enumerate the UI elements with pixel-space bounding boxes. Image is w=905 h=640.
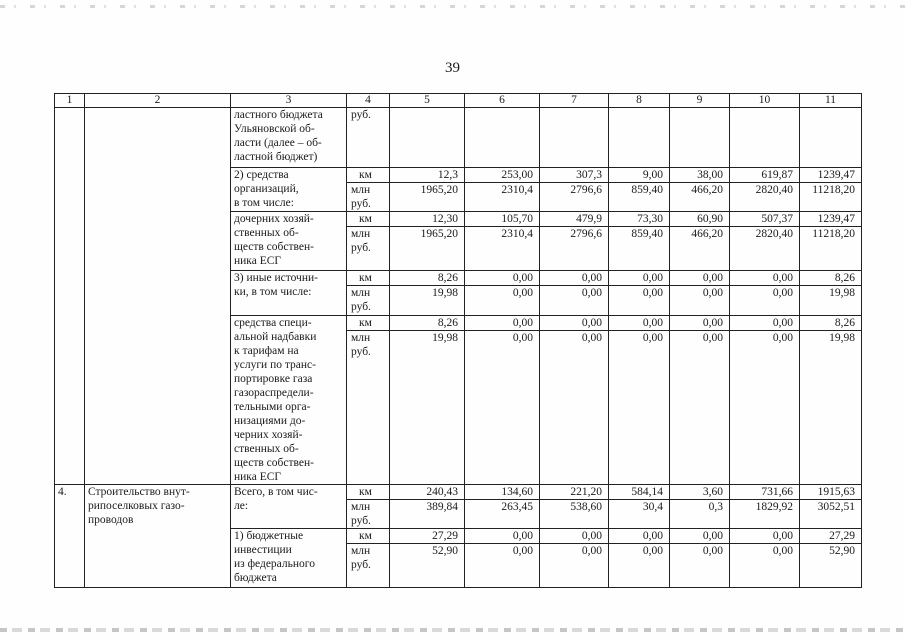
value-cell: 240,43	[390, 485, 465, 500]
unit-text: км	[359, 272, 372, 284]
value-cell: 2820,40	[730, 227, 800, 271]
value-cell: 52,90	[390, 544, 465, 588]
value-cell: 0,00	[609, 529, 670, 544]
value-cell: 3052,51	[800, 500, 862, 529]
value-cell: 1239,47	[800, 212, 862, 227]
source-text-line: к тарифам на	[234, 345, 299, 357]
unit-cell	[347, 168, 390, 183]
value-cell: 1965,20	[390, 227, 465, 271]
value-cell: 731,66	[730, 485, 800, 500]
value-cell: 8,26	[390, 271, 465, 286]
item-name-cell	[85, 108, 231, 485]
source-text-line: 1) бюджетные	[234, 530, 304, 542]
item-name-line: Строительство внут-	[88, 486, 190, 498]
scan-artifact-top	[0, 5, 905, 8]
unit-text: км	[359, 486, 372, 498]
value-cell: 134,60	[465, 485, 540, 500]
source-text-line: ласти (далее – об-	[234, 137, 322, 149]
source-text-line: ника ЕСГ	[234, 471, 282, 483]
column-header: 8	[609, 94, 670, 108]
value-cell	[730, 108, 800, 168]
value-cell: 38,00	[670, 168, 730, 183]
column-header: 11	[800, 94, 862, 108]
value-cell: 0,00	[465, 286, 540, 316]
value-cell: 0,00	[540, 316, 609, 331]
unit-text: км	[359, 530, 372, 542]
source-text-line: средства специ-	[234, 317, 312, 329]
value-cell: 19,98	[390, 286, 465, 316]
unit-cell	[347, 485, 390, 500]
value-cell: 263,45	[465, 500, 540, 529]
value-cell: 12,30	[390, 212, 465, 227]
value-cell: 105,70	[465, 212, 540, 227]
value-cell: 0,00	[609, 271, 670, 286]
unit-text: км	[359, 169, 372, 181]
value-cell: 0,00	[465, 271, 540, 286]
value-cell: 0,00	[609, 316, 670, 331]
value-cell: 0,00	[609, 286, 670, 316]
source-cell	[231, 316, 347, 485]
source-cell	[231, 271, 347, 316]
unit-text: руб.	[351, 198, 371, 210]
column-header: 6	[465, 94, 540, 108]
table-header-row	[55, 94, 862, 108]
value-cell: 619,87	[730, 168, 800, 183]
source-text-line: альной надбавки	[234, 331, 317, 343]
unit-cell	[347, 183, 390, 212]
value-cell: 8,26	[800, 316, 862, 331]
item-name-line: проводов	[88, 514, 134, 526]
value-cell: 0,00	[670, 529, 730, 544]
value-cell: 0,00	[730, 331, 800, 485]
row-number: 4.	[58, 486, 67, 498]
value-cell: 859,40	[609, 227, 670, 271]
source-text-line: 2) средства	[234, 169, 289, 181]
value-cell: 0,00	[609, 331, 670, 485]
column-header: 4	[347, 94, 390, 108]
unit-text: млн	[351, 545, 371, 557]
value-cell: 466,20	[670, 183, 730, 212]
value-cell: 2796,6	[540, 183, 609, 212]
unit-cell	[347, 212, 390, 227]
unit-text: руб.	[351, 346, 371, 358]
value-cell	[540, 108, 609, 168]
source-text-line: организаций,	[234, 183, 299, 195]
value-cell: 2796,6	[540, 227, 609, 271]
value-cell: 73,30	[609, 212, 670, 227]
value-cell	[670, 108, 730, 168]
unit-text: млн	[351, 332, 371, 344]
source-text-line: ществ собствен-	[234, 241, 314, 253]
value-cell: 0,3	[670, 500, 730, 529]
unit-text: млн	[351, 228, 371, 240]
value-cell: 11218,20	[800, 227, 862, 271]
source-cell	[231, 168, 347, 212]
value-cell: 0,00	[730, 316, 800, 331]
value-cell: 27,29	[390, 529, 465, 544]
value-cell: 221,20	[540, 485, 609, 500]
value-cell: 60,90	[670, 212, 730, 227]
value-cell: 389,84	[390, 500, 465, 529]
value-cell: 0,00	[540, 544, 609, 588]
unit-cell	[347, 227, 390, 271]
value-cell	[465, 108, 540, 168]
value-cell: 0,00	[670, 316, 730, 331]
value-cell: 0,00	[670, 331, 730, 485]
source-text-line: ластного бюджета	[234, 109, 323, 121]
unit-text: руб.	[351, 559, 371, 571]
value-cell: 0,00	[540, 271, 609, 286]
source-text-line: портировке газа	[234, 373, 313, 385]
unit-text: км	[359, 317, 372, 329]
value-cell: 253,00	[465, 168, 540, 183]
row-number-cell	[55, 485, 85, 588]
value-cell: 0,00	[465, 316, 540, 331]
unit-cell	[347, 271, 390, 286]
unit-cell	[347, 108, 390, 168]
value-cell: 0,00	[670, 286, 730, 316]
source-text-line: тельными орга-	[234, 401, 311, 413]
value-cell: 52,90	[800, 544, 862, 588]
value-cell: 3,60	[670, 485, 730, 500]
value-cell: 2820,40	[730, 183, 800, 212]
value-cell: 0,00	[540, 286, 609, 316]
column-header: 10	[730, 94, 800, 108]
value-cell: 584,14	[609, 485, 670, 500]
value-cell: 0,00	[730, 544, 800, 588]
source-text-line: черних хозяй-	[234, 429, 303, 441]
value-cell: 466,20	[670, 227, 730, 271]
unit-cell	[347, 500, 390, 529]
unit-text: руб.	[351, 109, 371, 121]
column-header: 3	[231, 94, 347, 108]
source-text-line: Ульяновской об-	[234, 123, 315, 135]
table-row	[55, 108, 862, 168]
unit-text: км	[359, 213, 372, 225]
value-cell: 8,26	[390, 316, 465, 331]
value-cell: 30,4	[609, 500, 670, 529]
budget-table	[54, 93, 862, 588]
source-text-line: инвестиции	[234, 544, 292, 556]
value-cell: 8,26	[800, 271, 862, 286]
source-text-line: низациями до-	[234, 415, 306, 427]
value-cell: 0,00	[540, 529, 609, 544]
source-text-line: ника ЕСГ	[234, 255, 282, 267]
value-cell: 479,9	[540, 212, 609, 227]
value-cell: 859,40	[609, 183, 670, 212]
source-text-line: газораспредели-	[234, 387, 314, 399]
value-cell: 12,3	[390, 168, 465, 183]
source-text-line: ственных об-	[234, 443, 299, 455]
column-header: 1	[55, 94, 85, 108]
unit-cell	[347, 316, 390, 331]
value-cell: 1239,47	[800, 168, 862, 183]
source-text-line: бюджета	[234, 572, 277, 584]
table-row	[55, 485, 862, 500]
column-header: 7	[540, 94, 609, 108]
unit-cell	[347, 529, 390, 544]
unit-text: млн	[351, 287, 371, 299]
source-cell	[231, 212, 347, 271]
row-number-cell	[55, 108, 85, 485]
source-cell	[231, 485, 347, 529]
value-cell: 9,00	[609, 168, 670, 183]
page-number: 39	[445, 60, 460, 76]
value-cell: 0,00	[609, 544, 670, 588]
value-cell: 0,00	[465, 529, 540, 544]
source-cell	[231, 108, 347, 168]
value-cell	[800, 108, 862, 168]
value-cell: 2310,4	[465, 227, 540, 271]
value-cell: 1915,63	[800, 485, 862, 500]
source-text-line: ственных об-	[234, 227, 299, 239]
value-cell: 1965,20	[390, 183, 465, 212]
source-text-line: услуги по транс-	[234, 359, 316, 371]
value-cell	[390, 108, 465, 168]
value-cell: 307,3	[540, 168, 609, 183]
value-cell: 507,37	[730, 212, 800, 227]
item-name-cell	[85, 485, 231, 588]
source-text-line: из федерального	[234, 558, 315, 570]
value-cell: 0,00	[465, 544, 540, 588]
source-text-line: в том числе:	[234, 197, 294, 209]
source-cell	[231, 529, 347, 588]
value-cell: 0,00	[730, 286, 800, 316]
item-name-line: рипоселковых газо-	[88, 500, 185, 512]
value-cell: 0,00	[670, 271, 730, 286]
source-text-line: ле:	[234, 500, 249, 512]
value-cell: 19,98	[390, 331, 465, 485]
source-text-line: ществ собствен-	[234, 457, 314, 469]
value-cell: 1829,92	[730, 500, 800, 529]
column-header: 2	[85, 94, 231, 108]
unit-text: руб.	[351, 301, 371, 313]
value-cell: 0,00	[730, 529, 800, 544]
unit-cell	[347, 544, 390, 588]
unit-text: млн	[351, 184, 371, 196]
value-cell: 0,00	[540, 331, 609, 485]
source-text-line: Всего, в том чис-	[234, 486, 318, 498]
value-cell: 19,98	[800, 286, 862, 316]
value-cell: 11218,20	[800, 183, 862, 212]
source-text-line: ки, в том числе:	[234, 286, 312, 298]
scan-artifact-bottom	[0, 628, 905, 632]
column-header: 9	[670, 94, 730, 108]
column-header: 5	[390, 94, 465, 108]
value-cell: 538,60	[540, 500, 609, 529]
value-cell: 0,00	[465, 331, 540, 485]
unit-cell	[347, 331, 390, 485]
source-text-line: дочерних хозяй-	[234, 213, 314, 225]
unit-text: руб.	[351, 242, 371, 254]
unit-cell	[347, 286, 390, 316]
value-cell: 27,29	[800, 529, 862, 544]
unit-text: млн	[351, 501, 371, 513]
value-cell: 0,00	[730, 271, 800, 286]
unit-text: руб.	[351, 515, 371, 527]
value-cell: 19,98	[800, 331, 862, 485]
source-text-line: ластной бюджет)	[234, 151, 318, 163]
value-cell	[609, 108, 670, 168]
source-text-line: 3) иные источни-	[234, 272, 318, 284]
value-cell: 0,00	[670, 544, 730, 588]
value-cell: 2310,4	[465, 183, 540, 212]
